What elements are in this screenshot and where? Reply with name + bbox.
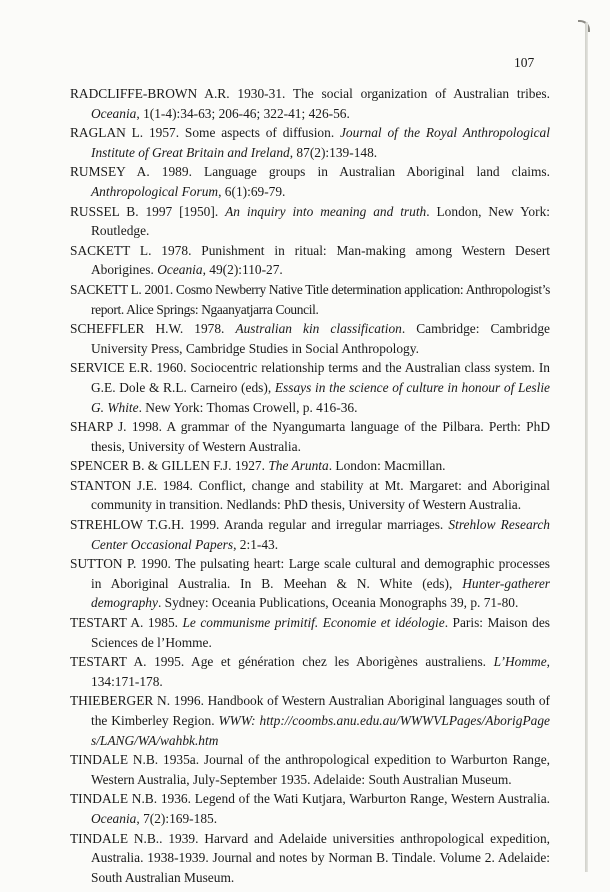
reference-text: , 49(2):110-27.: [202, 262, 283, 278]
reference-text: . London, New York: Routledge.: [91, 203, 550, 239]
reference-entry: [70, 162, 550, 201]
reference-italic-title: An inquiry into meaning and truth: [225, 203, 427, 219]
reference-text: SERVICE E.R. 1960. Sociocentric relationship terms and the Australian class system. In G.E. Dole & R.L. Carneiro (eds),: [70, 360, 550, 395]
reference-entry: [70, 691, 550, 750]
reference-italic-title: Oceania: [157, 262, 203, 278]
reference-entry: [70, 456, 550, 476]
reference-italic-title: WWW: http://coombs.anu.edu.au/WWWVLPages/AborigPages/LANG/WA/wahbk.htm: [91, 713, 550, 748]
reference-text: SACKETT L. 1978. Punishment in ritual: Man-making among Western Desert Aborigines.: [70, 242, 550, 278]
reference-italic-title: Oceania: [91, 810, 137, 826]
reference-entry: [70, 652, 550, 691]
reference-text: TINDALE N.B. 1936. Legend of the Wati Kutjara, Warburton Range, Western Australia.: [70, 791, 550, 807]
reference-text: RUMSEY A. 1989. Language groups in Australian Aboriginal land claims.: [70, 164, 550, 180]
page-number: 107: [514, 55, 535, 70]
reference-entry: [70, 202, 550, 241]
reference-text: TINDALE N.B. 1935a. Journal of the anthropological expedition to Warburton Range, Western Australia, July-September 1935. Adelaide: South Australian Museum.: [70, 752, 550, 787]
reference-text: RUSSEL B. 1997 [1950].: [70, 203, 226, 219]
reference-entry: [70, 789, 550, 828]
reference-text: SHARP J. 1998. A grammar of the Nyangumarta language of the Pilbara. Perth: PhD thesis, University of Western Australia.: [70, 419, 550, 454]
reference-text: TINDALE N.B.. 1939. Harvard and Adelaide universities anthropological expedition, Australia. 1938-1939. Journal and notes by Norman B. Tindale. Volume 2. Adelaide: South Australian Museum.: [70, 830, 550, 885]
reference-text: SCHEFFLER H.W. 1978.: [70, 321, 236, 337]
reference-text: STANTON J.E. 1984. Conflict, change and stability at Mt. Margaret: and Aboriginal community in transition. Nedlands: PhD thesis, University of Western Australia.: [70, 477, 550, 513]
reference-entry: [70, 613, 550, 652]
reference-italic-title: Anthropological Forum: [91, 183, 219, 199]
reference-text: , 7(2):169-185.: [136, 810, 218, 826]
reference-italic-title: Essays in the science of culture in honour of Leslie G. White: [91, 379, 550, 415]
reference-text: , 134:171-178.: [91, 654, 550, 689]
reference-text: . Cambridge: Cambridge University Press, Cambridge Studies in Social Anthropology.: [91, 321, 550, 356]
reference-entry: [70, 554, 550, 613]
reference-text: SPENCER B. & GILLEN F.J. 1927.: [70, 458, 269, 474]
reference-entry: [70, 123, 550, 162]
reference-entry: [70, 280, 550, 319]
reference-text: TESTART A. 1995. Age et génération chez les Aborigènes australiens.: [70, 654, 494, 670]
reference-text: . Sydney: Oceania Publications, Oceania Monographs 39, p. 71-80.: [157, 595, 519, 611]
reference-text: RAGLAN L. 1957. Some aspects of diffusion.: [70, 125, 340, 141]
reference-italic-title: Oceania: [91, 105, 137, 121]
reference-entry: [70, 476, 550, 515]
reference-italic-title: Journal of the Royal Anthropological Institute of Great Britain and Ireland: [91, 125, 550, 160]
reference-entry: [70, 241, 550, 280]
reference-text: , 6(1):69-79.: [218, 183, 286, 199]
reference-entry: [70, 358, 550, 417]
reference-text: . London: Macmillan.: [328, 458, 446, 474]
reference-text: STREHLOW T.G.H. 1999. Aranda regular and irregular marriages.: [70, 517, 449, 533]
reference-italic-title: Hunter-gatherer demography: [91, 575, 550, 611]
reference-text: TESTART A. 1985.: [70, 615, 183, 631]
page-edge-shadow: [585, 22, 588, 872]
reference-italic-title: L’Homme: [493, 654, 547, 670]
reference-text: , 1(1-4):34-63; 206-46; 322-41; 426-56.: [136, 105, 350, 121]
reference-text: , 87(2):139-148.: [289, 144, 378, 160]
reference-text: . Paris: Maison des Sciences de l’Homme.: [91, 615, 550, 650]
reference-list: [70, 84, 550, 887]
reference-entry: [70, 750, 550, 789]
reference-text: , 2:1-43.: [233, 536, 279, 552]
page-corner-curl: [578, 20, 590, 32]
reference-italic-title: Australian kin classification: [235, 321, 402, 337]
reference-text: RADCLIFFE-BROWN A.R. 1930-31. The social organization of Australian tribes.: [70, 86, 550, 101]
reference-entry: [70, 417, 550, 456]
reference-entry: [70, 515, 550, 554]
reference-text: THIEBERGER N. 1996. Handbook of Western Australian Aboriginal languages south of the Kimberley Region.: [70, 693, 550, 728]
reference-entry: [70, 319, 550, 358]
reference-text: SUTTON P. 1990. The pulsating heart: Large scale cultural and demographic processes in Aboriginal Australia. In B. Meehan & N. White (eds),: [70, 556, 550, 591]
reference-text: SACKETT L. 2001. Cosmo Newberry Native Title determination application: Anthropologist’s report. Alice Springs: Ngaanyatjarra Council.: [70, 281, 550, 317]
reference-italic-title: The Arunta: [268, 458, 329, 474]
reference-italic-title: Le communisme primitif. Economie et idéologie: [182, 615, 445, 631]
reference-italic-title: Strehlow Research Center Occasional Papers: [91, 517, 550, 552]
reference-text: . New York: Thomas Crowell, p. 416-36.: [138, 399, 358, 415]
reference-entry: [70, 829, 550, 888]
reference-entry: [70, 84, 550, 123]
